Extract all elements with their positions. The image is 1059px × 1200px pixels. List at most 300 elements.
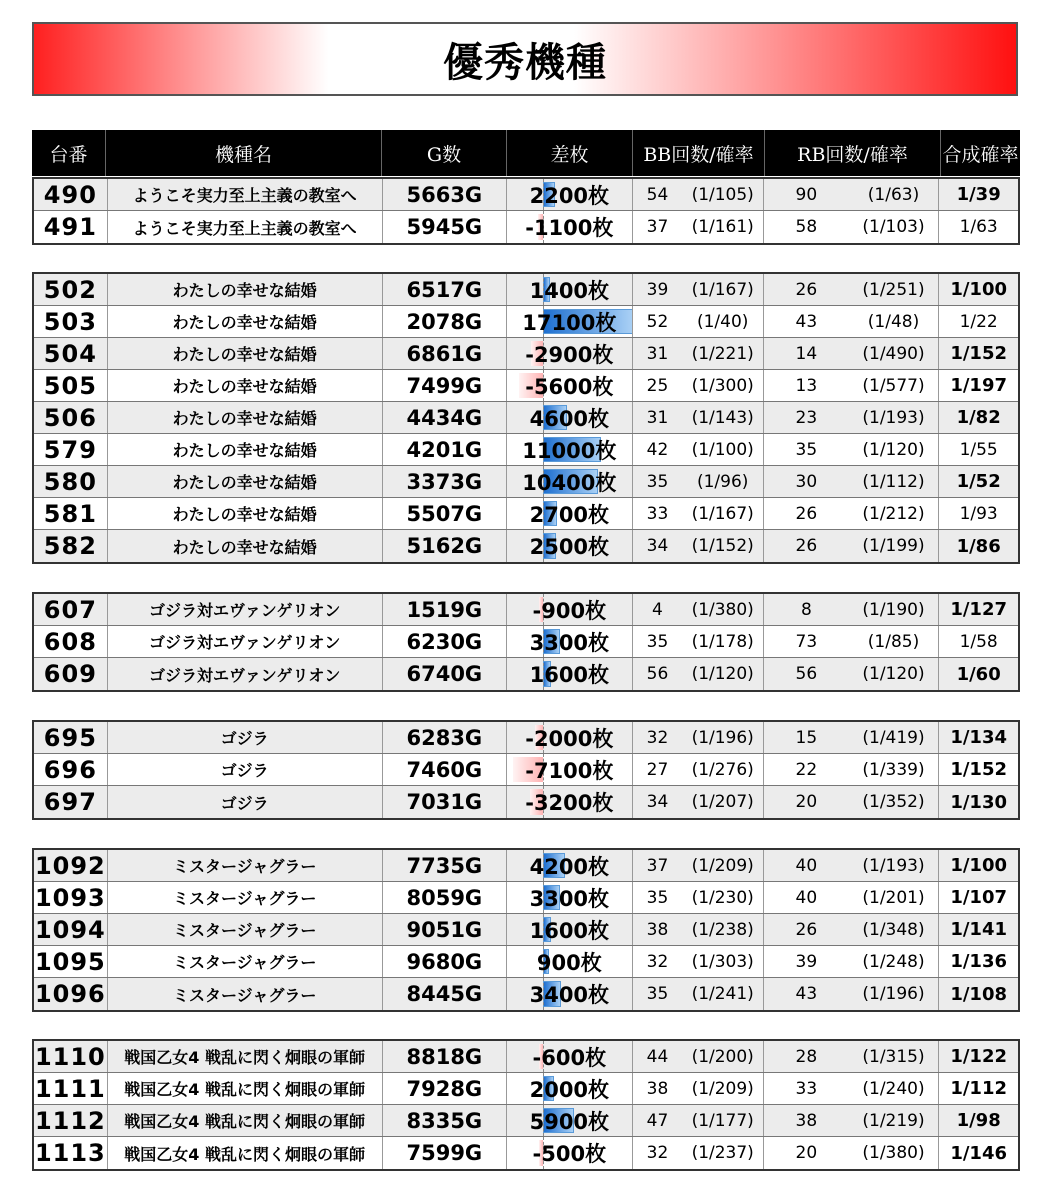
bb-rate: (1/167) — [682, 274, 764, 305]
rb-count: 13 — [795, 375, 818, 396]
rb-rate: (1/63) — [849, 179, 940, 210]
coin-difference — [507, 626, 632, 657]
machine-name: わたしの幸せな結婚 — [108, 530, 383, 562]
table-row — [34, 274, 1018, 306]
machine-name: ミスタージャグラー — [108, 978, 383, 1010]
games-count: 8335G — [383, 1105, 508, 1136]
rb-rate: (1/248) — [849, 946, 940, 977]
coin-difference — [507, 402, 632, 433]
table-row — [34, 466, 1018, 498]
header-difference: 差枚 — [507, 130, 633, 176]
coin-difference-label: 2000枚 — [529, 1077, 610, 1102]
table-row — [34, 914, 1018, 946]
coin-difference-label: -2900枚 — [525, 342, 614, 367]
rb-count: 20 — [795, 792, 818, 812]
games-count: 7031G — [383, 786, 508, 818]
machine-group — [32, 720, 1020, 820]
games-count: 1519G — [383, 594, 508, 625]
bb-rate: (1/241) — [682, 978, 764, 1010]
coin-difference-label: -7100枚 — [525, 758, 614, 783]
rb-count: 26 — [795, 503, 818, 524]
coin-difference — [507, 466, 632, 497]
total-rate: 1/130 — [950, 791, 1007, 813]
rb-rate: (1/85) — [849, 626, 940, 657]
bb-rate: (1/105) — [682, 179, 764, 210]
header-total-rate: 合成確率 — [942, 143, 1019, 166]
machine-number: 490 — [34, 179, 108, 210]
coin-difference-label: 1400枚 — [529, 278, 610, 303]
bb-count: 34 — [646, 536, 669, 556]
total-rate: 1/197 — [950, 375, 1007, 396]
rb-count: 73 — [795, 631, 818, 652]
games-count: 4434G — [383, 402, 508, 433]
total-rate: 1/122 — [950, 1046, 1007, 1067]
bb-rate: (1/143) — [682, 402, 764, 433]
coin-difference — [507, 338, 632, 369]
table-row — [34, 211, 1018, 243]
coin-difference — [507, 274, 632, 305]
rb-rate: (1/103) — [849, 211, 940, 243]
machine-number: 580 — [34, 466, 108, 497]
total-rate: 1/82 — [956, 407, 1001, 428]
games-count: 9680G — [383, 946, 508, 977]
games-count: 6230G — [383, 626, 508, 657]
coin-difference — [507, 946, 632, 977]
bb-count: 39 — [646, 279, 669, 300]
rb-count: 28 — [795, 1046, 818, 1067]
coin-difference — [507, 1041, 632, 1072]
bb-count: 32 — [646, 951, 669, 972]
bb-rate: (1/209) — [682, 850, 764, 881]
bb-count: 25 — [646, 375, 669, 396]
machine-group — [32, 592, 1020, 692]
bb-count: 54 — [646, 184, 669, 205]
machine-group — [32, 848, 1020, 1012]
bb-count: 4 — [652, 599, 663, 620]
rb-rate: (1/251) — [849, 274, 940, 305]
coin-difference — [507, 179, 632, 210]
header-machine-number: 台番 — [32, 130, 106, 176]
rb-rate: (1/219) — [849, 1105, 940, 1136]
coin-difference — [507, 658, 632, 690]
table-row — [34, 1137, 1018, 1169]
bb-rate: (1/196) — [682, 722, 764, 753]
machine-number: 1110 — [34, 1042, 106, 1071]
total-rate: 1/127 — [950, 599, 1007, 620]
machine-name: ようこそ実力至上主義の教室へ — [108, 211, 383, 243]
machine-name: わたしの幸せな結婚 — [108, 274, 383, 305]
bb-count: 35 — [646, 984, 669, 1004]
games-count: 4201G — [383, 434, 508, 465]
coin-difference — [507, 722, 632, 753]
table-row — [34, 882, 1018, 914]
games-count: 7928G — [383, 1073, 508, 1104]
rb-count: 30 — [795, 471, 818, 492]
machine-number: 695 — [34, 722, 108, 753]
coin-difference-label: -600枚 — [532, 1045, 607, 1070]
rb-rate: (1/199) — [849, 530, 940, 562]
page-title: 優秀機種 — [443, 39, 607, 86]
total-rate: 1/58 — [959, 631, 998, 652]
rb-count: 14 — [795, 343, 818, 364]
machine-number: 1096 — [34, 980, 106, 1008]
rb-count: 43 — [795, 311, 818, 332]
table-row — [34, 978, 1018, 1010]
bb-count: 33 — [646, 503, 669, 524]
coin-difference — [507, 370, 632, 401]
bb-count: 38 — [646, 919, 669, 940]
rb-rate: (1/120) — [849, 658, 940, 690]
rb-rate: (1/348) — [849, 914, 940, 945]
coin-difference-label: 2700枚 — [529, 502, 610, 527]
rb-count: 90 — [795, 184, 818, 205]
table-row — [34, 946, 1018, 978]
rb-rate: (1/201) — [849, 882, 940, 913]
total-rate: 1/86 — [956, 535, 1001, 557]
table-row — [34, 338, 1018, 370]
bb-rate: (1/40) — [682, 306, 764, 337]
machine-name: 戦国乙女4 戦乱に閃く炯眼の軍師 — [108, 1105, 383, 1136]
machine-name: わたしの幸せな結婚 — [108, 466, 383, 497]
rb-count: 58 — [795, 217, 818, 237]
total-rate: 1/55 — [959, 439, 998, 460]
machine-number: 579 — [34, 434, 108, 465]
rb-rate: (1/315) — [849, 1041, 940, 1072]
coin-difference-label: 2500枚 — [529, 535, 610, 559]
bb-rate: (1/100) — [682, 434, 764, 465]
games-count: 8445G — [383, 978, 508, 1010]
rb-rate: (1/48) — [849, 306, 940, 337]
machine-number: 696 — [34, 754, 108, 785]
machine-name: わたしの幸せな結婚 — [108, 402, 383, 433]
games-count: 5162G — [383, 530, 508, 562]
bb-count: 47 — [646, 1110, 669, 1131]
rb-rate: (1/339) — [849, 754, 940, 785]
total-rate: 1/107 — [950, 887, 1007, 908]
machine-number: 1095 — [34, 947, 106, 976]
title-banner — [32, 22, 1018, 96]
machine-number: 503 — [34, 306, 108, 337]
coin-difference — [507, 498, 632, 529]
total-rate: 1/100 — [950, 279, 1007, 300]
coin-difference-label: -1100枚 — [525, 216, 614, 240]
bb-rate: (1/207) — [682, 786, 764, 818]
machine-number: 1112 — [34, 1106, 106, 1135]
bb-count: 27 — [646, 759, 669, 780]
machine-name: 戦国乙女4 戦乱に閃く炯眼の軍師 — [108, 1073, 383, 1104]
coin-difference-label: 1600枚 — [529, 918, 610, 943]
coin-difference-label: -900枚 — [532, 598, 607, 623]
bb-rate: (1/167) — [682, 498, 764, 529]
machine-name: ゴジラ対エヴァンゲリオン — [108, 658, 383, 690]
coin-difference — [507, 754, 632, 785]
bb-count: 35 — [646, 887, 669, 908]
rb-count: 20 — [795, 1143, 818, 1163]
machine-name: わたしの幸せな結婚 — [108, 434, 383, 465]
table-row — [34, 594, 1018, 626]
rb-rate: (1/419) — [849, 722, 940, 753]
games-count: 7599G — [383, 1137, 508, 1169]
rb-rate: (1/120) — [849, 434, 940, 465]
bb-rate: (1/152) — [682, 530, 764, 562]
header-games: G数 — [382, 130, 507, 176]
bb-count: 37 — [646, 855, 669, 876]
rb-rate: (1/212) — [849, 498, 940, 529]
machine-name: わたしの幸せな結婚 — [108, 498, 383, 529]
coin-difference-label: -2000枚 — [525, 726, 614, 751]
machine-group — [32, 1039, 1020, 1171]
coin-difference-label: -500枚 — [532, 1142, 607, 1166]
bb-rate: (1/209) — [682, 1073, 764, 1104]
table-row — [34, 179, 1018, 211]
total-rate: 1/93 — [959, 503, 998, 524]
rb-count: 33 — [795, 1078, 818, 1099]
games-count: 5663G — [383, 179, 508, 210]
rb-count: 38 — [795, 1110, 818, 1131]
machine-number: 505 — [34, 370, 108, 401]
bb-rate: (1/120) — [682, 658, 764, 690]
machine-name: ミスタージャグラー — [108, 914, 383, 945]
rb-rate: (1/490) — [849, 338, 940, 369]
machine-name: ようこそ実力至上主義の教室へ — [108, 179, 383, 210]
rb-count: 35 — [795, 439, 818, 460]
table-row — [34, 722, 1018, 754]
coin-difference-label: 2200枚 — [529, 183, 610, 208]
table-row — [34, 530, 1018, 562]
coin-difference — [507, 978, 632, 1010]
machine-name: ゴジラ対エヴァンゲリオン — [108, 626, 383, 657]
bb-count: 42 — [646, 439, 669, 460]
rb-rate: (1/352) — [849, 786, 940, 818]
games-count: 6283G — [383, 722, 508, 753]
machine-number: 1111 — [34, 1074, 106, 1103]
table-row — [34, 370, 1018, 402]
total-rate: 1/100 — [950, 855, 1007, 876]
table-row — [34, 754, 1018, 786]
total-rate: 1/52 — [956, 471, 1001, 492]
table-row — [34, 1073, 1018, 1105]
rb-count: 23 — [795, 407, 818, 428]
rb-rate: (1/577) — [849, 370, 940, 401]
machine-name: ゴジラ — [108, 754, 383, 785]
bb-rate: (1/276) — [682, 754, 764, 785]
rb-rate: (1/190) — [849, 594, 940, 625]
machine-number: 1094 — [34, 915, 106, 944]
bb-count: 56 — [646, 664, 669, 684]
rb-count: 15 — [795, 727, 818, 748]
games-count: 6740G — [383, 658, 508, 690]
total-rate: 1/60 — [956, 663, 1001, 685]
machine-name: ミスタージャグラー — [108, 882, 383, 913]
bb-rate: (1/96) — [682, 466, 764, 497]
coin-difference — [507, 1105, 632, 1136]
rb-rate: (1/380) — [849, 1137, 940, 1169]
rb-count: 56 — [795, 664, 818, 684]
bb-count: 31 — [646, 407, 669, 428]
total-rate: 1/134 — [950, 727, 1007, 748]
total-rate: 1/136 — [950, 951, 1007, 972]
rb-count: 26 — [795, 536, 818, 556]
table-row — [34, 658, 1018, 690]
total-rate: 1/108 — [950, 983, 1007, 1005]
table-row — [34, 626, 1018, 658]
machine-name: 戦国乙女4 戦乱に閃く炯眼の軍師 — [108, 1137, 383, 1169]
games-count: 7499G — [383, 370, 508, 401]
coin-difference-label: 3400枚 — [529, 983, 610, 1007]
rb-rate: (1/240) — [849, 1073, 940, 1104]
machine-group — [32, 272, 1020, 564]
bb-count: 31 — [646, 343, 669, 364]
total-rate: 1/146 — [950, 1142, 1007, 1164]
games-count: 6517G — [383, 274, 508, 305]
machine-number: 608 — [34, 626, 108, 657]
games-count: 3373G — [383, 466, 508, 497]
table-row — [34, 498, 1018, 530]
machine-number: 1092 — [34, 851, 106, 880]
total-rate: 1/152 — [950, 759, 1007, 780]
table-row — [34, 1105, 1018, 1137]
total-rate: 1/39 — [956, 184, 1001, 205]
bb-count: 52 — [646, 311, 669, 332]
coin-difference — [507, 850, 632, 881]
coin-difference-label: 4600枚 — [529, 406, 610, 431]
total-rate: 1/98 — [956, 1110, 1001, 1131]
bb-count: 35 — [646, 631, 669, 652]
table-row — [34, 786, 1018, 818]
rb-rate: (1/112) — [849, 466, 940, 497]
bb-rate: (1/221) — [682, 338, 764, 369]
rb-count: 22 — [795, 759, 818, 780]
coin-difference — [507, 1137, 632, 1169]
machine-name: ミスタージャグラー — [108, 946, 383, 977]
coin-difference — [507, 914, 632, 945]
coin-difference — [507, 211, 632, 243]
rb-count: 43 — [795, 984, 818, 1004]
table-row — [34, 402, 1018, 434]
coin-difference — [507, 434, 632, 465]
bb-rate: (1/237) — [682, 1137, 764, 1169]
bb-rate: (1/200) — [682, 1041, 764, 1072]
rb-count: 40 — [795, 855, 818, 876]
rb-count: 26 — [795, 279, 818, 300]
games-count: 2078G — [383, 306, 508, 337]
coin-difference-label: 5900枚 — [529, 1109, 610, 1134]
coin-difference-label: 4200枚 — [529, 854, 610, 879]
coin-difference — [507, 530, 632, 562]
coin-difference — [507, 882, 632, 913]
bb-rate: (1/238) — [682, 914, 764, 945]
machine-number: 1093 — [34, 883, 106, 912]
machine-number: 502 — [34, 274, 108, 305]
header-machine-name: 機種名 — [106, 130, 382, 176]
machine-name: わたしの幸せな結婚 — [108, 370, 383, 401]
bb-rate: (1/161) — [682, 211, 764, 243]
coin-difference-label: -5600枚 — [525, 374, 614, 399]
machine-name: ゴジラ — [108, 722, 383, 753]
coin-difference — [507, 786, 632, 818]
machine-number: 697 — [34, 786, 108, 818]
machine-number: 582 — [34, 530, 108, 562]
header-rb: RB回数/確率 — [765, 130, 941, 176]
machine-number: 609 — [34, 658, 108, 690]
bb-count: 38 — [646, 1078, 669, 1099]
header-bb: BB回数/確率 — [633, 130, 765, 176]
table-row — [34, 434, 1018, 466]
rb-rate: (1/196) — [849, 978, 940, 1010]
coin-difference-label: -3200枚 — [525, 791, 614, 815]
coin-difference-label: 3300枚 — [529, 630, 610, 655]
bb-count: 32 — [646, 1143, 669, 1163]
coin-difference-label: 1600枚 — [529, 663, 610, 687]
total-rate: 1/152 — [950, 343, 1007, 364]
games-count: 5945G — [383, 211, 508, 243]
machine-name: ミスタージャグラー — [108, 850, 383, 881]
rb-count: 8 — [800, 599, 812, 620]
machine-number: 1113 — [34, 1139, 106, 1167]
machine-number: 491 — [34, 211, 108, 243]
coin-difference-label: 3300枚 — [529, 886, 610, 911]
bb-count: 44 — [646, 1046, 669, 1067]
bb-rate: (1/178) — [682, 626, 764, 657]
total-rate: 1/141 — [950, 919, 1007, 940]
rb-rate: (1/193) — [849, 850, 940, 881]
games-count: 7460G — [383, 754, 508, 785]
games-count: 5507G — [383, 498, 508, 529]
bb-count: 32 — [646, 727, 669, 748]
total-rate: 1/112 — [950, 1078, 1007, 1099]
rb-count: 26 — [795, 919, 818, 940]
machine-number: 506 — [34, 402, 108, 433]
coin-difference-label: 11000枚 — [522, 438, 617, 463]
games-count: 8818G — [383, 1041, 508, 1072]
total-rate: 1/63 — [959, 217, 998, 237]
bb-count: 35 — [646, 471, 669, 492]
machine-name: 戦国乙女4 戦乱に閃く炯眼の軍師 — [108, 1041, 383, 1072]
bb-rate: (1/177) — [682, 1105, 764, 1136]
machine-number: 607 — [34, 594, 108, 625]
total-rate: 1/22 — [959, 311, 998, 332]
games-count: 6861G — [383, 338, 508, 369]
table-header — [32, 130, 1020, 176]
bb-count: 34 — [646, 792, 669, 812]
bb-rate: (1/303) — [682, 946, 764, 977]
games-count: 8059G — [383, 882, 508, 913]
bb-rate: (1/230) — [682, 882, 764, 913]
coin-difference-label: 10400枚 — [522, 470, 617, 495]
machine-number: 504 — [34, 338, 108, 369]
coin-difference-label: 17100枚 — [522, 310, 617, 335]
games-count: 7735G — [383, 850, 508, 881]
table-row — [34, 1041, 1018, 1073]
machine-name: ゴジラ — [108, 786, 383, 818]
machine-number: 581 — [34, 498, 108, 529]
rb-rate: (1/193) — [849, 402, 940, 433]
bb-count: 37 — [646, 217, 669, 237]
coin-difference-label: 900枚 — [536, 950, 602, 975]
machine-name: ゴジラ対エヴァンゲリオン — [108, 594, 383, 625]
machine-name: わたしの幸せな結婚 — [108, 306, 383, 337]
bb-rate: (1/300) — [682, 370, 764, 401]
machine-name: わたしの幸せな結婚 — [108, 338, 383, 369]
coin-difference — [507, 594, 632, 625]
coin-difference — [507, 306, 632, 337]
games-count: 9051G — [383, 914, 508, 945]
table-row — [34, 306, 1018, 338]
rb-count: 39 — [795, 951, 818, 972]
coin-difference — [507, 1073, 632, 1104]
machine-group — [32, 177, 1020, 245]
bb-rate: (1/380) — [682, 594, 764, 625]
